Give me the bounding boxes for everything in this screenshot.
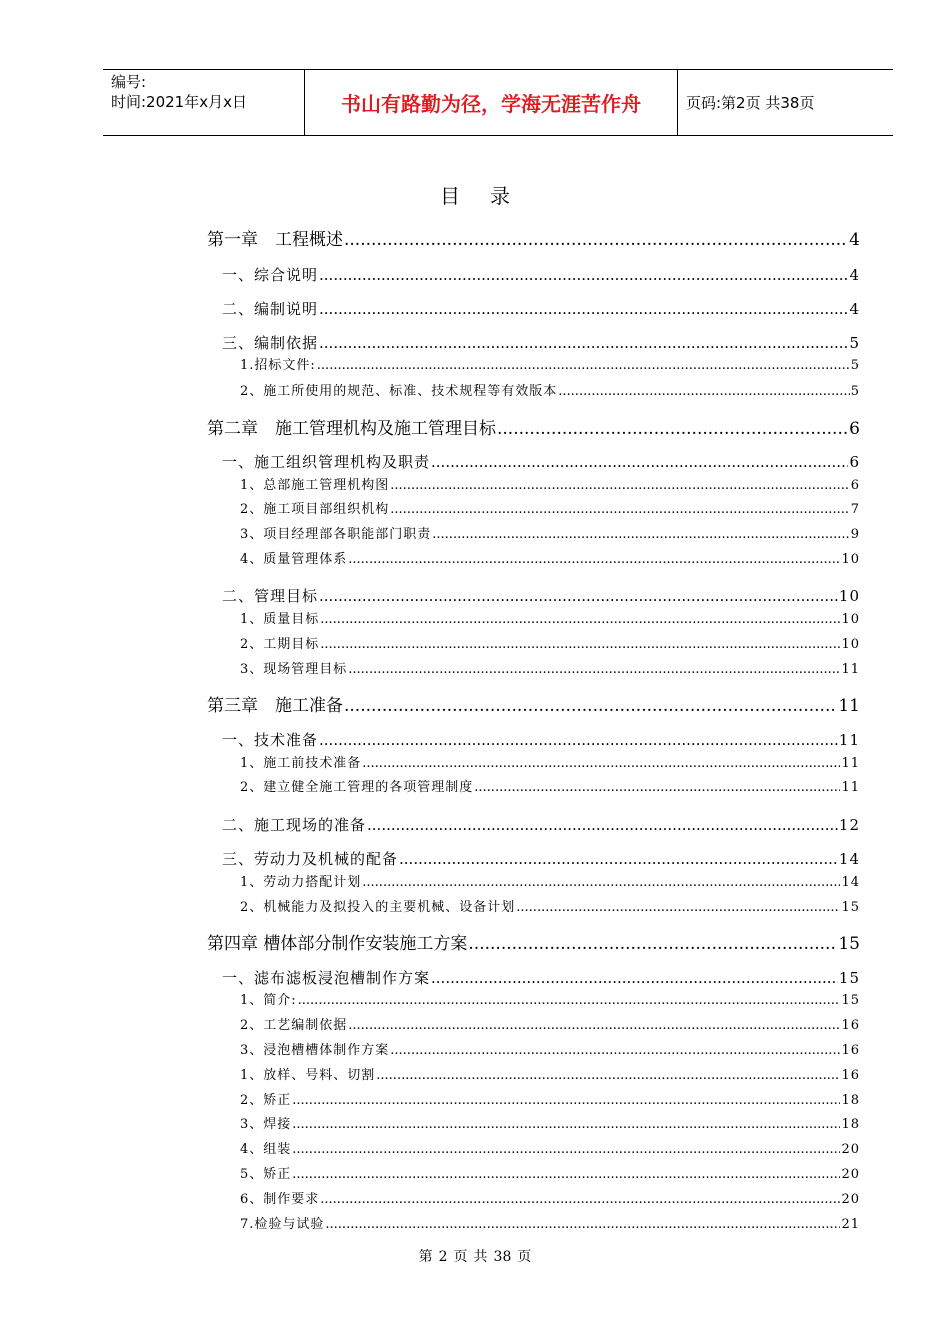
toc-entry-label: 1、劳动力搭配计划 xyxy=(240,875,362,890)
toc-entry-page: 5 xyxy=(849,334,860,352)
toc-entry-page: 4 xyxy=(849,266,860,284)
toc-entry[interactable] xyxy=(240,1067,860,1085)
toc-entry-page: 11 xyxy=(838,696,860,716)
toc-leader-dots xyxy=(390,501,849,519)
toc-entry[interactable] xyxy=(240,611,860,629)
toc-entry-page: 15 xyxy=(838,934,860,954)
toc-entry-page: 9 xyxy=(850,527,860,542)
toc-entry[interactable] xyxy=(240,551,860,569)
toc-entry[interactable] xyxy=(240,526,860,544)
toc-leader-dots xyxy=(399,849,838,869)
toc-entry-label: 6、制作要求 xyxy=(240,1192,320,1207)
toc-entry-page: 4 xyxy=(849,300,860,318)
toc-title: 目录 xyxy=(440,184,540,208)
toc-entry[interactable] xyxy=(222,265,860,285)
toc-entry[interactable] xyxy=(240,992,860,1010)
toc-entry[interactable] xyxy=(240,779,860,797)
toc-entry[interactable] xyxy=(222,333,860,353)
toc-entry-label: 7.检验与试验 xyxy=(240,1217,325,1232)
toc-entry[interactable] xyxy=(207,229,860,251)
toc-entry[interactable] xyxy=(222,452,860,472)
toc-entry-label: 1、放样、号料、切割 xyxy=(240,1068,376,1083)
toc-entry-label: 2、矫正 xyxy=(240,1093,292,1108)
toc-entry-page: 20 xyxy=(841,1167,860,1182)
toc-entry-page: 10 xyxy=(841,637,860,652)
toc-entry[interactable] xyxy=(222,730,860,750)
toc-entry-label: 第一章 工程概述 xyxy=(207,230,343,250)
toc-entry-label: 一、综合说明 xyxy=(222,266,319,284)
toc-leader-dots xyxy=(348,551,840,569)
toc-entry-label: 1、简介: xyxy=(240,993,297,1008)
toc-entry[interactable] xyxy=(240,501,860,519)
toc-leader-dots xyxy=(319,299,848,319)
toc-leader-dots xyxy=(497,418,848,440)
toc-entry-page: 14 xyxy=(841,875,860,890)
toc-entry-page: 16 xyxy=(841,1043,860,1058)
toc-entry-label: 三、编制依据 xyxy=(222,334,319,352)
toc-entry-label: 1.招标文件: xyxy=(240,358,316,373)
toc-entry-page: 4 xyxy=(849,230,860,250)
toc-leader-dots xyxy=(431,968,838,988)
toc-entry[interactable] xyxy=(240,1092,860,1110)
toc-entry-page: 6 xyxy=(849,453,860,471)
toc-entry-label: 2、工艺编制依据 xyxy=(240,1018,348,1033)
toc-entry[interactable] xyxy=(240,899,860,917)
toc-entry-label: 2、施工项目部组织机构 xyxy=(240,502,390,517)
toc-leader-dots xyxy=(320,1191,840,1209)
toc-entry-label: 一、施工组织管理机构及职责 xyxy=(222,453,431,471)
toc-leader-dots xyxy=(319,333,848,353)
footer-di: 第 xyxy=(418,1249,433,1265)
footer-ye2: 页 xyxy=(517,1249,532,1265)
toc-entry-page: 15 xyxy=(841,993,860,1008)
toc-entry-page: 12 xyxy=(838,816,860,834)
toc-entry[interactable] xyxy=(240,874,860,892)
toc-entry[interactable] xyxy=(240,661,860,679)
toc-entry-label: 2、工期目标 xyxy=(240,637,320,652)
toc-leader-dots xyxy=(431,452,848,472)
toc-leader-dots xyxy=(558,383,849,401)
document-time-label: 时间:2021年x月x日 xyxy=(111,93,247,111)
toc-entry-page: 20 xyxy=(841,1142,860,1157)
toc-entry-page: 6 xyxy=(850,478,860,493)
toc-leader-dots xyxy=(319,730,838,750)
toc-entry-page: 6 xyxy=(849,419,860,439)
toc-entry[interactable] xyxy=(240,477,860,495)
toc-leader-dots xyxy=(292,1141,840,1159)
toc-leader-dots xyxy=(320,636,840,654)
toc-leader-dots xyxy=(317,357,850,375)
toc-entry[interactable] xyxy=(240,1166,860,1184)
toc-entry[interactable] xyxy=(222,815,860,835)
toc-entry-label: 2、建立健全施工管理的各项管理制度 xyxy=(240,780,474,795)
footer-page-number: 2 xyxy=(438,1249,448,1265)
toc-entry-page: 18 xyxy=(841,1093,860,1108)
toc-entry[interactable] xyxy=(240,1191,860,1209)
toc-entry-label: 2、机械能力及拟投入的主要机械、设备计划 xyxy=(240,900,516,915)
toc-leader-dots xyxy=(319,265,848,285)
toc-leader-dots xyxy=(348,1017,840,1035)
toc-entry-label: 一、技术准备 xyxy=(222,731,319,749)
toc-entry-page: 11 xyxy=(841,756,860,771)
toc-entry-page: 15 xyxy=(841,900,860,915)
toc-entry-label: 3、项目经理部各职能部门职责 xyxy=(240,527,432,542)
toc-entry-label: 第二章 施工管理机构及施工管理目标 xyxy=(207,419,496,439)
toc-leader-dots xyxy=(298,992,841,1010)
toc-entry[interactable] xyxy=(240,1141,860,1159)
toc-leader-dots xyxy=(516,899,840,917)
toc-entry[interactable] xyxy=(207,695,860,717)
toc-entry-label: 1、总部施工管理机构图 xyxy=(240,478,390,493)
toc-leader-dots xyxy=(390,1042,840,1060)
document-number-label: 编号: xyxy=(111,73,147,91)
toc-entry[interactable] xyxy=(240,1116,860,1134)
toc-entry-page: 11 xyxy=(838,731,860,749)
toc-leader-dots xyxy=(362,755,840,773)
toc-entry-label: 二、施工现场的准备 xyxy=(222,816,367,834)
toc-leader-dots xyxy=(325,1216,840,1234)
toc-leader-dots xyxy=(468,933,837,955)
toc-entry-label: 3、焊接 xyxy=(240,1117,292,1132)
toc-entry[interactable] xyxy=(240,1042,860,1060)
toc-leader-dots xyxy=(432,526,849,544)
toc-entry[interactable] xyxy=(240,383,860,401)
toc-entry-page: 11 xyxy=(841,780,860,795)
toc-entry[interactable] xyxy=(222,968,860,988)
toc-entry-label: 二、管理目标 xyxy=(222,587,319,605)
toc-entry-page: 10 xyxy=(838,587,860,605)
toc-leader-dots xyxy=(344,695,837,717)
toc-leader-dots xyxy=(319,586,838,606)
toc-entry-page: 7 xyxy=(850,502,860,517)
toc-entry-label: 二、编制说明 xyxy=(222,300,319,318)
toc-entry[interactable] xyxy=(222,586,860,606)
toc-entry-page: 10 xyxy=(841,612,860,627)
toc-leader-dots xyxy=(320,611,840,629)
toc-entry[interactable] xyxy=(207,418,860,440)
toc-leader-dots xyxy=(376,1067,840,1085)
toc-entry-label: 第三章 施工准备 xyxy=(207,696,343,716)
toc-leader-dots xyxy=(367,815,838,835)
toc-entry[interactable] xyxy=(240,1216,860,1234)
toc-entry-page: 18 xyxy=(841,1117,860,1132)
toc-entry-label: 5、矫正 xyxy=(240,1167,292,1182)
toc-leader-dots xyxy=(362,874,840,892)
toc-entry[interactable] xyxy=(222,299,860,319)
toc-entry-label: 4、质量管理体系 xyxy=(240,552,348,567)
toc-leader-dots xyxy=(348,661,840,679)
toc-leader-dots xyxy=(344,229,848,251)
toc-entry-page: 21 xyxy=(841,1217,860,1232)
toc-entry-page: 15 xyxy=(838,969,860,987)
toc-entry-page: 16 xyxy=(841,1068,860,1083)
toc-entry-label: 3、现场管理目标 xyxy=(240,662,348,677)
toc-leader-dots xyxy=(390,477,849,495)
header-motto: 书山有路勤为径，学海无涯苦作舟 xyxy=(304,70,678,135)
toc-entry-label: 三、劳动力及机械的配备 xyxy=(222,850,399,868)
footer-total-pages: 38 xyxy=(493,1249,512,1265)
toc-entry[interactable] xyxy=(240,755,860,773)
toc-entry[interactable] xyxy=(240,1017,860,1035)
toc-entry[interactable] xyxy=(240,636,860,654)
toc-entry-page: 5 xyxy=(850,384,860,399)
toc-entry[interactable] xyxy=(222,849,860,869)
toc-entry-page: 16 xyxy=(841,1018,860,1033)
toc-leader-dots xyxy=(292,1092,840,1110)
toc-leader-dots xyxy=(292,1116,840,1134)
toc-entry[interactable] xyxy=(207,933,860,955)
toc-leader-dots xyxy=(474,779,840,797)
toc-entry-label: 4、组装 xyxy=(240,1142,292,1157)
footer-gong: 共 xyxy=(473,1249,488,1265)
toc-entry-label: 2、施工所使用的规范、标准、技术规程等有效版本 xyxy=(240,384,558,399)
toc-entry-label: 第四章 槽体部分制作安装施工方案 xyxy=(207,934,468,954)
toc-entry-page: 5 xyxy=(850,358,860,373)
toc-entry-label: 1、质量目标 xyxy=(240,612,320,627)
header-page-code: 页码:第2页 共38页 xyxy=(686,94,815,112)
toc-entry-label: 3、浸泡槽槽体制作方案 xyxy=(240,1043,390,1058)
page-footer xyxy=(0,1246,950,1266)
toc-entry-page: 20 xyxy=(841,1192,860,1207)
toc-entry-page: 14 xyxy=(838,850,860,868)
toc-entry-label: 一、滤布滤板浸泡槽制作方案 xyxy=(222,969,431,987)
toc-entry-label: 1、施工前技术准备 xyxy=(240,756,362,771)
footer-ye: 页 xyxy=(453,1249,468,1265)
toc-entry-page: 10 xyxy=(841,552,860,567)
toc-leader-dots xyxy=(292,1166,840,1184)
toc-entry-page: 11 xyxy=(841,662,860,677)
toc-entry[interactable] xyxy=(240,357,860,375)
